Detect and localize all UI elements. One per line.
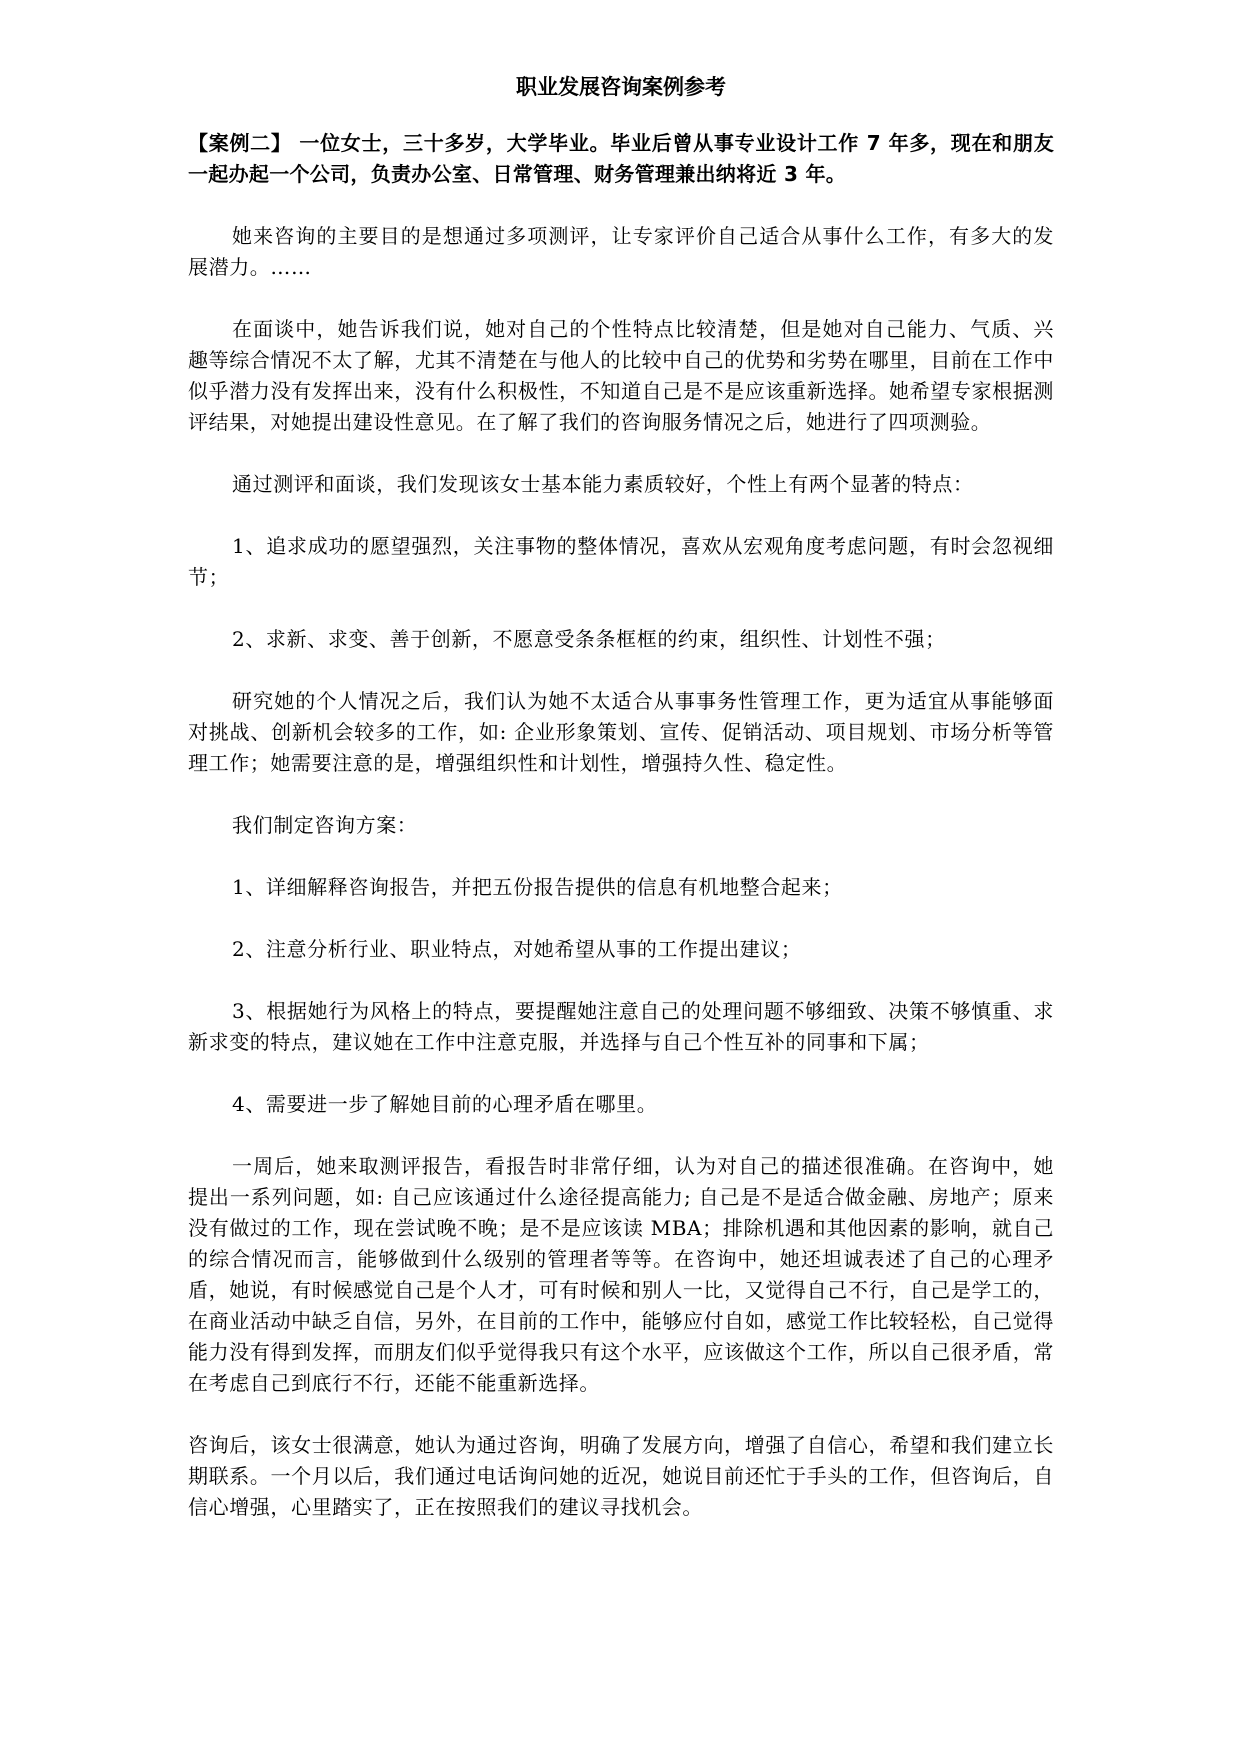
plan-item-1: 1、详细解释咨询报告，并把五份报告提供的信息有机地整合起来；: [232, 875, 843, 899]
paragraph-findings: 通过测评和面谈，我们发现该女士基本能力素质较好，个性上有两个显著的特点：: [232, 472, 974, 496]
finding-item-1: 1、追求成功的愿望强烈，关注事物的整体情况，喜欢从宏观角度考虑问题，有时会忽视细节；: [188, 534, 1054, 589]
plan-item-4: 4、需要进一步了解她目前的心理矛盾在哪里。: [232, 1092, 658, 1116]
paragraph-interview: 在面谈中，她告诉我们说，她对自己的个性特点比较清楚，但是她对自己能力、气质、兴趣等综合情况不太了解，尤其不清楚在与他人的比较中自己的优势和劣势在哪里，目前在工作中似乎潜力没有发挥出来，没有什么积极性，不知道自己是不是应该重新选择。她希望专家根据测评结果，对她提出建设性意见。在了解了我们的咨询服务情况之后，她进行了四项测验。: [188, 317, 1054, 434]
paragraph-purpose: 她来咨询的主要目的是想通过多项测评，让专家评价自己适合从事什么工作，有多大的发展潜力。……: [188, 224, 1054, 279]
finding-item-2: 2、求新、求变、善于创新，不愿意受条条框框的约束，组织性、计划性不强；: [232, 627, 946, 651]
case-intro-paragraph: [188, 128, 1054, 190]
case-label: 【案例二】: [188, 131, 292, 155]
paragraph-followup: 一周后，她来取测评报告，看报告时非常仔细，认为对自己的描述很准确。在咨询中，她提出一系列问题，如: 自己应该通过什么途径提高能力; 自己是不是适合做金融、房地产；原来没有做过的工作，现在尝试晚不晚；是不是应该读 MBA；排除机遇和其他因素的影响，就自己的综合情况而言，能够做到什么级别的管理者等等。在咨询中，她还坦诚表述了自己的心理矛盾，她说，有时候感觉自己是个人才，可有时候和别人一比，又觉得自己不行，自己是学工的，在商业活动中缺乏自信，另外，在目前的工作中，能够应付自如，感觉工作比较轻松，自己觉得能力没有得到发挥，而朋友们似乎觉得我只有这个水平，应该做这个工作，所以自己很矛盾，常在考虑自己到底行不行，还能不能重新选择。: [188, 1154, 1054, 1395]
document-page: [188, 72, 1054, 1554]
paragraph-analysis: 研究她的个人情况之后，我们认为她不太适合从事事务性管理工作，更为适宜从事能够面对挑战、创新机会较多的工作，如: 企业形象策划、宣传、促销活动、项目规划、市场分析等管理工作；她需要注意的是，增强组织性和计划性，增强持久性、稳定性。: [188, 689, 1054, 775]
paragraph-plan-heading: 我们制定咨询方案：: [232, 813, 418, 837]
plan-item-2: 2、注意分析行业、职业特点，对她希望从事的工作提出建议；: [232, 937, 802, 961]
plan-item-3: 3、根据她行为风格上的特点，要提醒她注意自己的处理问题不够细致、决策不够慎重、求新求变的特点，建议她在工作中注意克服，并选择与自己个性互补的同事和下属；: [188, 999, 1054, 1054]
document-title: 职业发展咨询案例参考: [516, 75, 726, 99]
paragraph-closing: 咨询后，该女士很满意，她认为通过咨询，明确了发展方向，增强了自信心，希望和我们建立长期联系。一个月以后，我们通过电话询问她的近况，她说目前还忙于手头的工作，但咨询后，自信心增强，心里踏实了，正在按照我们的建议寻找机会。: [188, 1433, 1054, 1519]
case-intro-text: 一位女士，三十多岁，大学毕业。毕业后曾从事专业设计工作 7 年多，现在和朋友一起办起一个公司，负责办公室、日常管理、财务管理兼出纳将近 3 年。: [188, 131, 1055, 186]
